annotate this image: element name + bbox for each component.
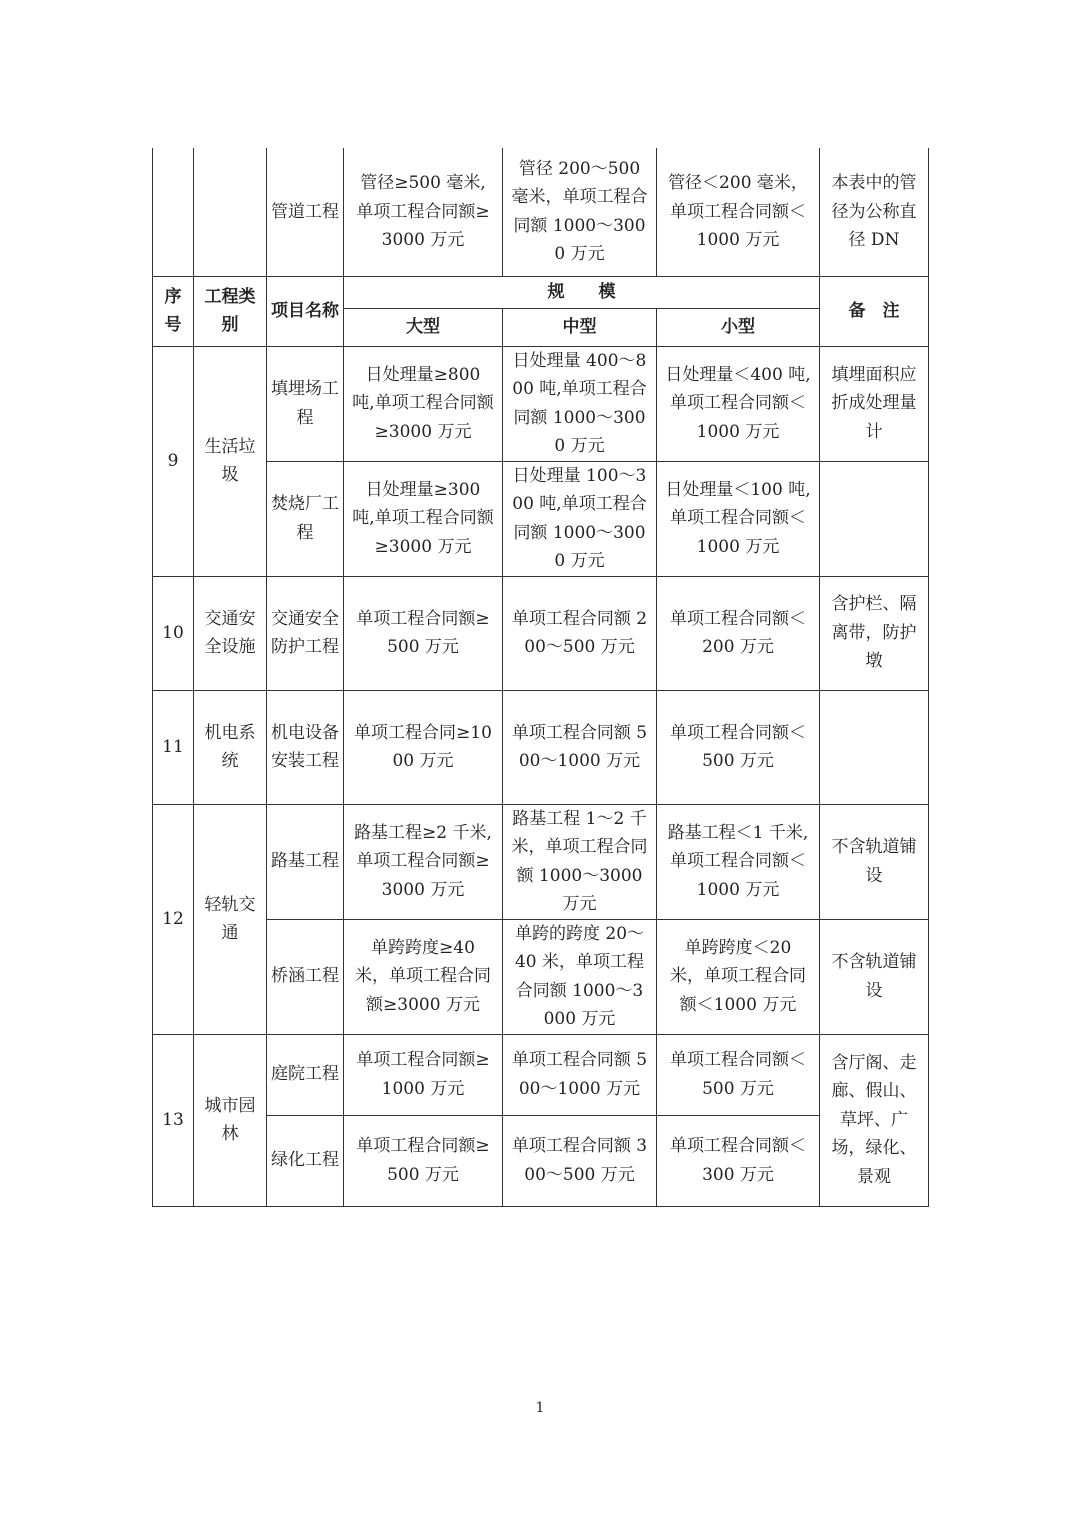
medium-cell: 单项工程合同额 500～1000 万元: [503, 1034, 657, 1115]
item-cell: 填埋场工程: [267, 346, 344, 461]
category-cell: 交通安全设施: [194, 576, 267, 690]
table-row-pipeline: [153, 148, 929, 276]
item-cell: 绿化工程: [267, 1115, 344, 1206]
small-cell: 单项工程合同额＜200 万元: [657, 576, 820, 690]
remark-cell: 含护栏、隔离带，防护墩: [820, 576, 929, 690]
category-cell: 轻轨交通: [194, 804, 267, 1034]
table-row-electromechanical: [153, 690, 929, 804]
remark-cell: 填埋面积应折成处理量计: [820, 346, 929, 461]
table-row-incineration: [153, 461, 929, 576]
medium-cell: 单项工程合同额 500～1000 万元: [503, 690, 657, 804]
small-cell: 单项工程合同额＜500 万元: [657, 1034, 820, 1115]
header-category: 工程类别: [194, 276, 267, 346]
item-cell: 机电设备安装工程: [267, 690, 344, 804]
remark-cell: [820, 461, 929, 576]
small-cell: 单跨跨度＜20 米，单项工程合同额＜1000 万元: [657, 919, 820, 1034]
remark-cell: 本表中的管径为公称直径 DN: [820, 148, 929, 276]
item-cell: 路基工程: [267, 804, 344, 919]
seq-cell: 10: [153, 576, 194, 690]
header-large: 大型: [344, 308, 503, 346]
header-small: 小型: [657, 308, 820, 346]
seq-cell: 11: [153, 690, 194, 804]
medium-cell: 路基工程 1～2 千米，单项工程合同额 1000～3000 万元: [503, 804, 657, 919]
large-cell: 路基工程≥2 千米,单项工程合同额≥3000 万元: [344, 804, 503, 919]
header-medium: 中型: [503, 308, 657, 346]
table-row-subgrade: [153, 804, 929, 919]
category-cell: [194, 148, 267, 276]
large-cell: 单项工程合同额≥500 万元: [344, 1115, 503, 1206]
small-cell: 日处理量＜100 吨,单项工程合同额＜1000 万元: [657, 461, 820, 576]
seq-cell: 9: [153, 346, 194, 576]
header-item: 项目名称: [267, 276, 344, 346]
category-cell: 机电系统: [194, 690, 267, 804]
header-seq: 序号: [153, 276, 194, 346]
remark-cell: 不含轨道铺设: [820, 804, 929, 919]
seq-cell: 13: [153, 1034, 194, 1206]
item-cell: 焚烧厂工程: [267, 461, 344, 576]
item-cell: 管道工程: [267, 148, 344, 276]
large-cell: 日处理量≥300 吨,单项工程合同额≥3000 万元: [344, 461, 503, 576]
small-cell: 单项工程合同额＜500 万元: [657, 690, 820, 804]
remark-cell: 不含轨道铺设: [820, 919, 929, 1034]
table-row-bridge-culvert: [153, 919, 929, 1034]
medium-cell: 单项工程合同额 200～500 万元: [503, 576, 657, 690]
page-number: 1: [535, 1400, 545, 1416]
medium-cell: 日处理量 400～800 吨,单项工程合同额 1000～3000 万元: [503, 346, 657, 461]
category-cell: 生活垃圾: [194, 346, 267, 576]
table-row-landfill: [153, 346, 929, 461]
item-cell: 桥涵工程: [267, 919, 344, 1034]
large-cell: 单项工程合同≥1000 万元: [344, 690, 503, 804]
medium-cell: 管径 200～500 毫米，单项工程合同额 1000～3000 万元: [503, 148, 657, 276]
large-cell: 单项工程合同额≥500 万元: [344, 576, 503, 690]
category-cell: 城市园林: [194, 1034, 267, 1206]
header-remark: 备 注: [820, 276, 929, 346]
large-cell: 日处理量≥800 吨,单项工程合同额≥3000 万元: [344, 346, 503, 461]
header-scale: 规 模: [344, 276, 820, 308]
item-cell: 庭院工程: [267, 1034, 344, 1115]
large-cell: 单项工程合同额≥1000 万元: [344, 1034, 503, 1115]
medium-cell: 单跨的跨度 20～40 米，单项工程合同额 1000～3000 万元: [503, 919, 657, 1034]
remark-cell: [820, 690, 929, 804]
table-row-traffic-safety: [153, 576, 929, 690]
seq-cell: 12: [153, 804, 194, 1034]
item-cell: 交通安全防护工程: [267, 576, 344, 690]
small-cell: 日处理量＜400 吨,单项工程合同额＜1000 万元: [657, 346, 820, 461]
table-row-greening: [153, 1115, 929, 1206]
medium-cell: 日处理量 100～300 吨,单项工程合同额 1000～3000 万元: [503, 461, 657, 576]
large-cell: 单跨跨度≥40 米，单项工程合同额≥3000 万元: [344, 919, 503, 1034]
table-header-row: [153, 276, 929, 308]
table-row-courtyard: [153, 1034, 929, 1115]
medium-cell: 单项工程合同额 300～500 万元: [503, 1115, 657, 1206]
seq-cell: [153, 148, 194, 276]
scale-standard-table: [152, 148, 929, 1207]
small-cell: 路基工程＜1 千米,单项工程合同额＜1000 万元: [657, 804, 820, 919]
large-cell: 管径≥500 毫米,单项工程合同额≥3000 万元: [344, 148, 503, 276]
small-cell: 单项工程合同额＜300 万元: [657, 1115, 820, 1206]
remark-cell: 含厅阁、走廊、假山、草坪、广场，绿化、景观: [820, 1034, 929, 1206]
small-cell: 管径＜200 毫米，单项工程合同额＜1000 万元: [657, 148, 820, 276]
